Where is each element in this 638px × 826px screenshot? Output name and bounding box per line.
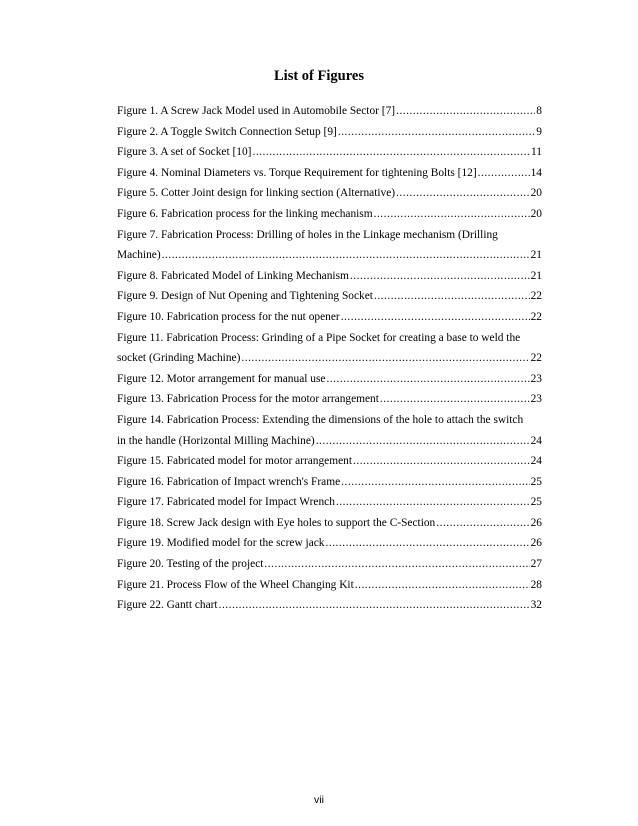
figure-entry-line: [117, 554, 542, 575]
figure-entry: [117, 533, 542, 554]
figure-page-number: 24: [530, 455, 542, 468]
figure-entry-line: [117, 245, 542, 266]
figure-entry-line: [117, 286, 542, 307]
figure-page-number: 28: [530, 578, 542, 591]
figure-entry: [117, 595, 542, 616]
dot-leader: [326, 369, 529, 390]
figure-entry-line: [117, 369, 542, 390]
figure-caption: Figure 6. Fabrication process for the linking mechanism: [117, 207, 373, 220]
figure-entry: [117, 142, 542, 163]
figure-caption: Figure 2. A Toggle Switch Connection Setup [9]: [117, 125, 337, 138]
figure-caption: Figure 19. Modified model for the screw jack: [117, 537, 325, 550]
figure-caption: in the handle (Horizontal Milling Machine): [117, 434, 315, 447]
figure-page-number: 22: [530, 310, 542, 323]
figure-caption: Figure 17. Fabricated model for Impact Wrench: [117, 496, 335, 509]
figure-caption: Figure 11. Fabrication Process: Grinding of a Pipe Socket for creating a base to weld the: [117, 331, 521, 344]
figure-list: [117, 101, 542, 616]
figure-entry: [117, 307, 542, 328]
figure-page-number: 22: [530, 352, 542, 365]
page-title: List of Figures: [274, 68, 364, 84]
figure-entry-line: [117, 513, 542, 534]
figure-page-number: 21: [530, 249, 542, 262]
figure-page-number: 25: [530, 496, 542, 509]
figure-page-number: 11: [531, 146, 542, 159]
dot-leader: [316, 431, 530, 452]
figure-caption: Figure 5. Cotter Joint design for linking section (Alternative): [117, 187, 396, 200]
figure-page-number: 24: [530, 434, 542, 447]
figure-entry: [117, 204, 542, 225]
figure-caption: Figure 16. Fabrication of Impact wrench's Frame: [117, 475, 341, 488]
dot-leader: [374, 204, 530, 225]
figure-entry-line: [117, 410, 542, 431]
dot-leader: [396, 101, 535, 122]
figure-caption: Figure 22. Gantt chart: [117, 599, 218, 612]
figure-entry-line: [117, 122, 542, 143]
figure-entry-line: [117, 451, 542, 472]
figure-entry: [117, 101, 542, 122]
figure-page-number: 32: [530, 599, 542, 612]
figure-page-number: 25: [530, 475, 542, 488]
dot-leader: [252, 142, 530, 163]
dot-leader: [355, 575, 530, 596]
figure-caption: Figure 3. A set of Socket [10]: [117, 146, 252, 159]
figure-caption: Figure 14. Fabrication Process: Extending the dimensions of the hole to attach the switch: [117, 413, 524, 426]
figure-entry-line: [117, 472, 542, 493]
figure-entry-line: [117, 142, 542, 163]
figure-page-number: 26: [530, 537, 542, 550]
dot-leader: [336, 492, 530, 513]
figure-entry: [117, 266, 542, 287]
figure-entry: [117, 163, 542, 184]
figure-caption: Machine): [117, 249, 161, 262]
figure-entry: [117, 513, 542, 534]
dot-leader: [374, 286, 530, 307]
dot-leader: [350, 266, 530, 287]
figure-entry-line: [117, 266, 542, 287]
figure-page-number: 20: [530, 187, 542, 200]
figure-entry: [117, 451, 542, 472]
dot-leader: [380, 389, 530, 410]
figure-entry: [117, 575, 542, 596]
figure-entry-line: [117, 163, 542, 184]
dot-leader: [264, 554, 529, 575]
figure-page-number: 8: [536, 105, 542, 117]
figure-entry-line: [117, 101, 542, 122]
figure-entry-line: [117, 431, 542, 452]
figure-entry: [117, 410, 542, 451]
figure-caption: Figure 12. Motor arrangement for manual use: [117, 372, 326, 385]
figure-entry: [117, 286, 542, 307]
figure-caption: Figure 10. Fabrication process for the nut opener: [117, 310, 340, 323]
figure-entry-line: [117, 204, 542, 225]
figure-entry-line: [117, 307, 542, 328]
figure-entry-line: [117, 492, 542, 513]
figure-page-number: 14: [530, 166, 542, 179]
figure-entry-line: [117, 225, 542, 246]
dot-leader: [436, 513, 529, 534]
page-number: vii: [314, 794, 324, 806]
figure-caption: Figure 4. Nominal Diameters vs. Torque Requirement for tightening Bolts [12]: [117, 166, 477, 179]
figure-entry: [117, 472, 542, 493]
figure-entry: [117, 122, 542, 143]
figure-caption: Figure 21. Process Flow of the Wheel Changing Kit: [117, 578, 354, 591]
dot-leader: [353, 451, 530, 472]
figure-entry: [117, 225, 542, 266]
figure-entry-line: [117, 183, 542, 204]
dot-leader: [338, 122, 535, 143]
dot-leader: [341, 472, 529, 493]
dot-leader: [396, 183, 530, 204]
figure-entry: [117, 389, 542, 410]
figure-page-number: 27: [530, 558, 542, 571]
figure-entry-line: [117, 389, 542, 410]
figure-entry: [117, 554, 542, 575]
figure-entry-line: [117, 533, 542, 554]
dot-leader: [341, 307, 530, 328]
figure-entry-line: [117, 348, 542, 369]
figure-entry: [117, 492, 542, 513]
figure-entry: [117, 369, 542, 390]
figure-caption: Figure 8. Fabricated Model of Linking Mechanism: [117, 269, 349, 282]
figure-caption: Figure 7. Fabrication Process: Drilling of holes in the Linkage mechanism (Drilling: [117, 228, 498, 241]
figure-caption: Figure 13. Fabrication Process for the motor arrangement: [117, 393, 379, 406]
dot-leader: [162, 245, 530, 266]
figure-entry-line: [117, 575, 542, 596]
figure-page-number: 20: [530, 207, 542, 220]
figure-page-number: 22: [530, 290, 542, 303]
figure-page-number: 23: [530, 393, 542, 406]
figure-caption: Figure 9. Design of Nut Opening and Tightening Socket: [117, 290, 373, 303]
figure-page-number: 9: [536, 125, 542, 138]
figure-caption: socket (Grinding Machine): [117, 352, 241, 365]
figure-caption: Figure 1. A Screw Jack Model used in Automobile Sector [7]: [117, 105, 396, 117]
dot-leader: [241, 348, 529, 369]
figure-page-number: 26: [530, 516, 542, 529]
figure-caption: Figure 15. Fabricated model for motor arrangement: [117, 455, 353, 468]
figure-caption: Figure 18. Screw Jack design with Eye holes to support the C-Section: [117, 516, 436, 529]
figure-page-number: 21: [530, 269, 542, 282]
figure-entry-line: [117, 595, 542, 616]
figure-entry-line: [117, 328, 542, 349]
dot-leader: [326, 533, 530, 554]
figure-caption: Figure 20. Testing of the project: [117, 558, 264, 571]
figure-page-number: 23: [530, 372, 542, 385]
figure-entry: [117, 328, 542, 369]
dot-leader: [478, 163, 530, 184]
dot-leader: [219, 595, 530, 616]
figure-entry: [117, 183, 542, 204]
